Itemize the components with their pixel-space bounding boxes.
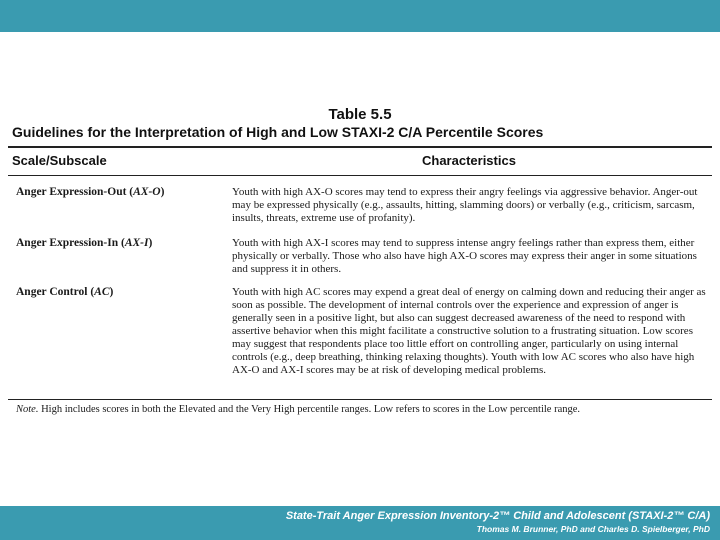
table-top-rule — [8, 146, 712, 148]
scale-cell: Anger Expression-In (AX-I) — [16, 237, 153, 249]
table-header-rule — [8, 175, 712, 176]
scale-cell: Anger Control (AC) — [16, 286, 114, 298]
footer-authors: Thomas M. Brunner, PhD and Charles D. Spielberger, PhD — [476, 524, 710, 534]
top-banner — [0, 0, 720, 32]
characteristics-cell: Youth with high AC scores may expend a great deal of energy on calming down and reducing their anger as soon as possible. The development of internal controls over the experience and expression of anger is generally seen in a positive light, but also can suggest decreased awareness of the need to respond with assertive behavior when this might facilitate a constructive solution to a frustrating situation. Low scores may suggest that respondents place too little effort on controlling anger, particularly on using internal controls (e.g., deep breathing, thinking relaxing thoughts). Youth with low AC scores who also have high AX-O and AX-I scores may be at risk of developing medical problems. — [232, 286, 706, 376]
table-number: Table 5.5 — [328, 106, 392, 123]
footer-title: State-Trait Anger Expression Inventory-2™ Child and Adolescent (STAXI-2™ C/A) — [285, 510, 710, 522]
characteristics-cell: Youth with high AX-O scores may tend to express their angry feelings via aggressive behavior. Anger-out may be expressed physically (e.g., assaults, hitting, slamming doors) or verbally (e.g., criticism, sarcasm, insults, threats, extreme use of profanity). — [232, 186, 698, 224]
column-header-characteristics: Characteristics — [422, 153, 516, 168]
characteristics-cell: Youth with high AX-I scores may tend to suppress intense angry feelings rather than express them, either physically or verbally. Those who also have high AX-O scores may express their anger in some situations and suppress it in others. — [232, 237, 697, 275]
table-title: Guidelines for the Interpretation of High and Low STAXI-2 C/A Percentile Scores — [12, 124, 544, 140]
table-bottom-rule — [8, 399, 712, 400]
scale-cell: Anger Expression-Out (AX-O) — [16, 186, 165, 198]
table-note: Note. High includes scores in both the Elevated and the Very High percentile ranges. Low refers to scores in the Low percentile range. — [16, 404, 581, 415]
column-header-scale: Scale/Subscale — [12, 153, 107, 168]
